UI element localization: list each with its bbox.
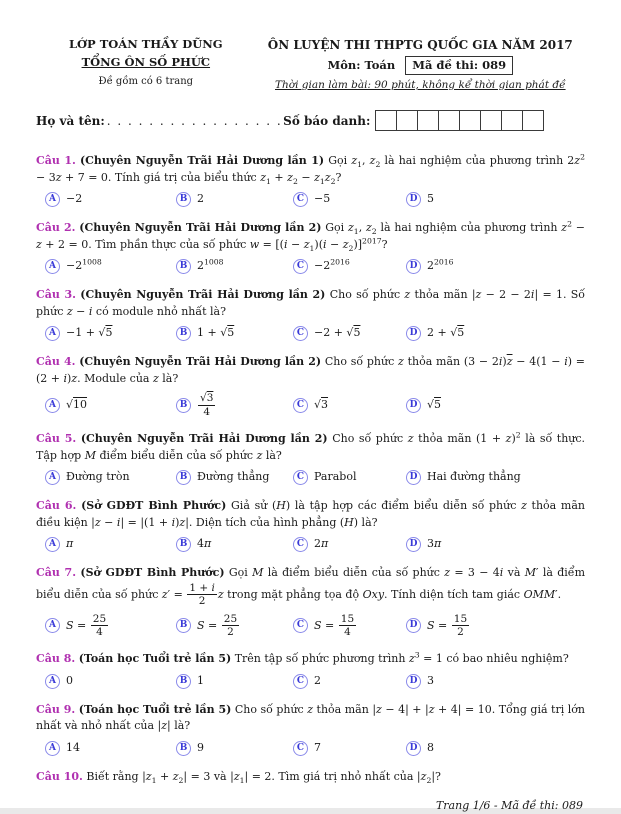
choice-b <box>176 325 293 342</box>
choice-c <box>293 258 406 275</box>
question-body: Cho số phức z thỏa mãn |z − 4| + |z + 4| = 10. Tổng giá trị lớn nhất và nhỏ nhất của |z| là? <box>36 702 585 733</box>
id-cell <box>459 110 481 131</box>
choice-b <box>176 740 293 757</box>
id-boxes <box>376 110 544 131</box>
choice-d <box>406 191 585 208</box>
choice-letter-b: B <box>176 674 191 689</box>
choice-letter-c: C <box>293 741 308 756</box>
choice-text: √5 <box>427 398 442 412</box>
question-text <box>36 702 585 735</box>
choice-text: −2 <box>66 192 83 206</box>
choice-text: S = $\frac{15}{4}$ <box>314 612 355 639</box>
choice-d <box>406 397 585 414</box>
choice-letter-b: B <box>176 618 191 633</box>
choice-text: 2 <box>314 673 321 687</box>
question-list <box>36 153 585 798</box>
question-number: Câu 1. <box>36 154 76 168</box>
choice-letter-d: D <box>406 470 421 485</box>
choice-letter-b: B <box>176 470 191 485</box>
question-text <box>36 431 585 464</box>
question-number: Câu 3. <box>36 288 76 302</box>
question-body: Cho số phức z thỏa mãn $(1 + z)^2$ là số thực. Tập hợp M điểm biểu diễn của số phức z là? <box>36 430 586 462</box>
choice-text: $-2^{1008}$ <box>66 257 102 273</box>
question-body: Gọi $z_1$, $z_2$ là hai nghiệm của phương trình $z^2 - z + 2 = 0$. Tìm phần thực của số phức $w = [(i - z_1)(i - z_2)]^{2017}$? <box>36 219 585 254</box>
question-body: Gọi M là điểm biểu diễn của số phức z = 3 − 4i và M′ là điểm biểu diễn của số phức z′ = $\frac{1 + i}{2}$ z trong mặt phẳng tọa độ Oxy. Tính diện tích tam giác OMM′. <box>36 566 586 608</box>
choice-letter-c: C <box>293 192 308 207</box>
question-6 <box>36 498 585 553</box>
choice-letter-b: B <box>176 398 191 413</box>
page-count-note: Đề gồm có 6 trang <box>98 75 194 87</box>
choice-letter-a: A <box>45 326 60 341</box>
id-cell <box>438 110 460 131</box>
question-text <box>36 354 585 387</box>
question-source: (Sở GDĐT Bình Phước) <box>81 499 227 513</box>
choice-text: √10 <box>66 398 88 412</box>
choice-d <box>406 740 585 757</box>
choice-letter-d: D <box>406 618 421 633</box>
question-number: Câu 10. <box>36 769 83 783</box>
choice-text: Parabol <box>314 470 357 484</box>
question-5 <box>36 431 585 486</box>
id-label: Số báo danh: <box>283 113 371 128</box>
choice-text: 3 <box>427 673 434 687</box>
choice-letter-c: C <box>293 326 308 341</box>
question-1 <box>36 153 585 208</box>
choice-text: 4π <box>197 537 212 551</box>
choice-letter-a: A <box>45 470 60 485</box>
choice-letter-d: D <box>406 192 421 207</box>
question-9 <box>36 702 585 757</box>
choice-a <box>45 536 176 553</box>
answer-choices <box>36 258 585 275</box>
question-source: (Chuyên Nguyễn Trãi Hải Dương lần 2) <box>80 288 326 302</box>
choice-text: $-2^{2016}$ <box>314 257 350 273</box>
question-number: Câu 9. <box>36 702 76 716</box>
choice-d <box>406 469 585 486</box>
choice-letter-c: C <box>293 470 308 485</box>
question-10 <box>36 769 585 786</box>
answer-choices <box>36 392 585 418</box>
question-body: Gọi $z_1$, $z_2$ là hai nghiệm của phương trình $2z^2 - 3z + 7 = 0$. Tính giá trị của biểu thức $z_1 + z_2 - z_1z_2$? <box>36 152 585 187</box>
choice-text: Hai đường thẳng <box>427 470 521 484</box>
choice-c <box>293 536 406 553</box>
question-body: Cho số phức z thỏa mãn $(3 - 2i)\overline{z} - 4(1 - i) = (2 + i)z$. Module của z là? <box>36 355 586 385</box>
answer-choices <box>36 469 585 486</box>
choice-a <box>45 673 176 690</box>
question-source: (Toán học Tuổi trẻ lần 5) <box>78 702 232 716</box>
choice-text: −1 + √5 <box>66 326 113 340</box>
choice-letter-b: B <box>176 259 191 274</box>
header-left-block <box>36 36 256 89</box>
choice-a <box>45 191 176 208</box>
choice-d <box>406 673 585 690</box>
answer-choices <box>36 673 585 690</box>
choice-text: $2^{2016}$ <box>427 257 454 273</box>
choice-letter-d: D <box>406 537 421 552</box>
choice-text: Đường thẳng <box>197 470 270 484</box>
choice-text: 7 <box>314 740 321 754</box>
choice-text: 0 <box>66 673 73 687</box>
choice-b <box>176 536 293 553</box>
choice-text: 14 <box>66 740 80 754</box>
choice-text: 1 <box>197 673 204 687</box>
choice-c <box>293 469 406 486</box>
choice-text: 2 <box>197 192 204 206</box>
question-text <box>36 651 585 668</box>
id-cell <box>480 110 502 131</box>
choice-text: $\frac{√3}{4}$ <box>200 392 214 419</box>
question-text <box>36 287 585 320</box>
choice-letter-a: A <box>45 537 60 552</box>
answer-choices <box>36 191 585 208</box>
name-dotted-line: . . . . . . . . . . . . . . . . . <box>106 113 283 128</box>
question-number: Câu 8. <box>36 652 76 666</box>
choice-c <box>293 191 406 208</box>
choice-text: Đường tròn <box>66 470 130 484</box>
choice-b <box>176 191 293 208</box>
choice-a <box>45 613 176 639</box>
choice-letter-b: B <box>176 537 191 552</box>
choice-a <box>45 469 176 486</box>
name-label: Họ và tên: <box>36 113 105 128</box>
choice-text: 2π <box>314 537 329 551</box>
choice-letter-c: C <box>293 398 308 413</box>
question-text <box>36 498 585 531</box>
question-body: Cho số phức z thỏa mãn |z − 2 − 2i| = 1. Số phức z − i có module nhỏ nhất là? <box>36 288 585 318</box>
choice-d <box>406 258 585 275</box>
choice-letter-a: A <box>45 398 60 413</box>
choice-letter-a: A <box>45 192 60 207</box>
choice-letter-d: D <box>406 398 421 413</box>
topic-title: TỔNG ÔN SỐ PHỨC <box>81 55 211 70</box>
exam-title: ÔN LUYỆN THI THPTG QUỐC GIA NĂM 2017 <box>267 38 573 52</box>
answer-choices <box>36 536 585 553</box>
time-note: Thời gian làm bài: 90 phút, không kể thời gian phát đề <box>275 78 566 91</box>
choice-text: 8 <box>427 740 434 754</box>
choice-letter-c: C <box>293 537 308 552</box>
choice-text: π <box>66 537 74 551</box>
question-text <box>36 153 585 186</box>
choice-c <box>293 397 406 414</box>
answer-choices <box>36 740 585 757</box>
choice-letter-d: D <box>406 259 421 274</box>
choice-letter-a: A <box>45 618 60 633</box>
exam-code-box: Mã đề thi: 089 <box>405 56 513 75</box>
question-text <box>36 220 585 253</box>
id-cell <box>375 110 397 131</box>
choice-letter-b: B <box>176 326 191 341</box>
choice-letter-a: A <box>45 741 60 756</box>
question-source: (Chuyên Nguyễn Trãi Hải Dương lần 1) <box>79 154 325 168</box>
choice-letter-d: D <box>406 674 421 689</box>
page-footer: Trang 1/6 - Mã đề thi: 089 <box>435 798 583 812</box>
choice-text: S = $\frac{15}{2}$ <box>427 612 468 639</box>
choice-letter-d: D <box>406 326 421 341</box>
choice-text: √3 <box>314 398 329 412</box>
question-source: (Toán học Tuổi trẻ lần 5) <box>78 652 232 666</box>
choice-b <box>176 258 293 275</box>
choice-c <box>293 613 406 639</box>
choice-a <box>45 325 176 342</box>
choice-c <box>293 325 406 342</box>
choice-letter-b: B <box>176 741 191 756</box>
question-8 <box>36 651 585 689</box>
choice-text: S = $\frac{25}{2}$ <box>197 612 238 639</box>
question-body: Biết rằng $|z_1 + z_2| = 3$ và $|z_1| = 2$. Tìm giá trị nhỏ nhất của $|z_2|$? <box>86 769 441 786</box>
header-right-block <box>256 36 585 93</box>
question-source: (Chuyên Nguyễn Trãi Hải Dương lần 2) <box>80 432 328 446</box>
question-7 <box>36 565 585 639</box>
choice-a <box>45 397 176 414</box>
id-cell <box>396 110 418 131</box>
choice-c <box>293 740 406 757</box>
choice-d <box>406 536 585 553</box>
question-3 <box>36 287 585 342</box>
id-cell <box>501 110 523 131</box>
choice-text: −2 + √5 <box>314 326 361 340</box>
answer-choices <box>36 613 585 639</box>
choice-b <box>176 673 293 690</box>
question-body: Trên tập số phức phương trình $z^3 = 1$ có bao nhiêu nghiệm? <box>234 650 569 666</box>
subject-row <box>256 56 585 75</box>
choice-text: S = $\frac{25}{4}$ <box>66 612 107 639</box>
choice-text: −5 <box>314 192 331 206</box>
choice-a <box>45 258 176 275</box>
question-number: Câu 4. <box>36 355 76 369</box>
subject-label: Môn: Toán <box>327 57 396 72</box>
choice-text: 3π <box>427 537 442 551</box>
question-source: (Sở GDĐT Bình Phước) <box>80 566 225 580</box>
question-text <box>36 769 585 786</box>
choice-letter-c: C <box>293 618 308 633</box>
question-source: (Chuyên Nguyễn Trãi Hải Dương lần 2) <box>79 355 322 369</box>
choice-letter-d: D <box>406 741 421 756</box>
question-number: Câu 2. <box>36 221 76 235</box>
answer-choices <box>36 325 585 342</box>
choice-letter-a: A <box>45 674 60 689</box>
question-text <box>36 565 585 608</box>
choice-text: 2 + √5 <box>427 326 465 340</box>
question-number: Câu 7. <box>36 566 77 580</box>
choice-text: 5 <box>427 192 434 206</box>
question-number: Câu 5. <box>36 432 77 446</box>
choice-text: $2^{1008}$ <box>197 257 224 273</box>
choice-b <box>176 392 293 418</box>
choice-text: 9 <box>197 740 204 754</box>
choice-d <box>406 325 585 342</box>
class-title: LỚP TOÁN THẦY DŨNG <box>68 37 223 51</box>
question-4 <box>36 354 585 418</box>
page-header <box>36 36 585 93</box>
id-cell <box>417 110 439 131</box>
question-body: Giả sử (H) là tập hợp các điểm biểu diễn số phức z thỏa mãn điều kiện |z − i| = |(1 + i)z|. Diện tích của hình phẳng (H) là? <box>36 499 585 529</box>
choice-b <box>176 613 293 639</box>
question-number: Câu 6. <box>36 499 77 513</box>
choice-d <box>406 613 585 639</box>
choice-letter-b: B <box>176 192 191 207</box>
choice-letter-c: C <box>293 674 308 689</box>
choice-text: 1 + √5 <box>197 326 235 340</box>
id-cell <box>522 110 544 131</box>
choice-b <box>176 469 293 486</box>
candidate-info-row <box>36 110 585 131</box>
choice-letter-c: C <box>293 259 308 274</box>
choice-c <box>293 673 406 690</box>
choice-a <box>45 740 176 757</box>
question-2 <box>36 220 585 275</box>
question-source: (Chuyên Nguyễn Trãi Hải Dương lần 2) <box>79 221 322 235</box>
choice-letter-a: A <box>45 259 60 274</box>
